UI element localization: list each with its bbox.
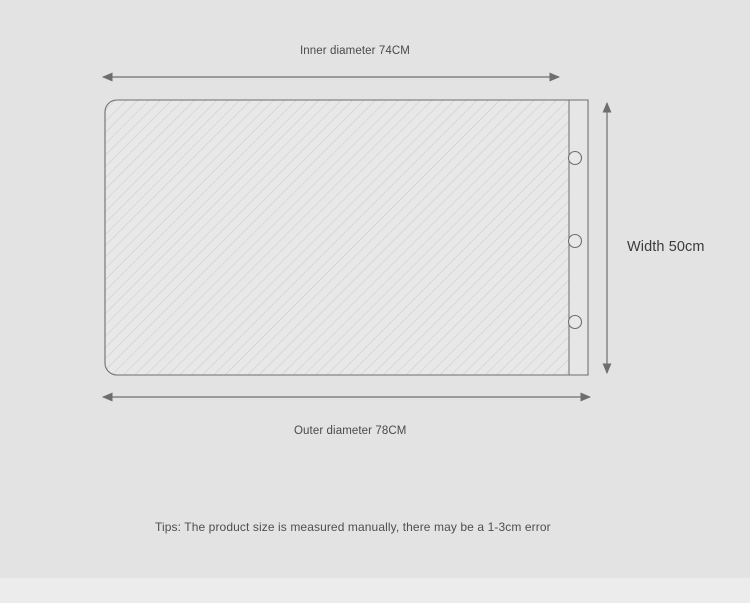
width-label: Width 50cm: [627, 239, 705, 255]
eyelet-icon: [569, 152, 582, 165]
mat-body: [105, 100, 588, 375]
tips-note: Tips: The product size is measured manually, there may be a 1-3cm error: [155, 520, 551, 534]
inner-diameter-label: Inner diameter 74CM: [300, 45, 410, 57]
eyelet-icon: [569, 235, 582, 248]
eyelet-icon: [569, 316, 582, 329]
outer-diameter-label: Outer diameter 78CM: [294, 425, 407, 437]
